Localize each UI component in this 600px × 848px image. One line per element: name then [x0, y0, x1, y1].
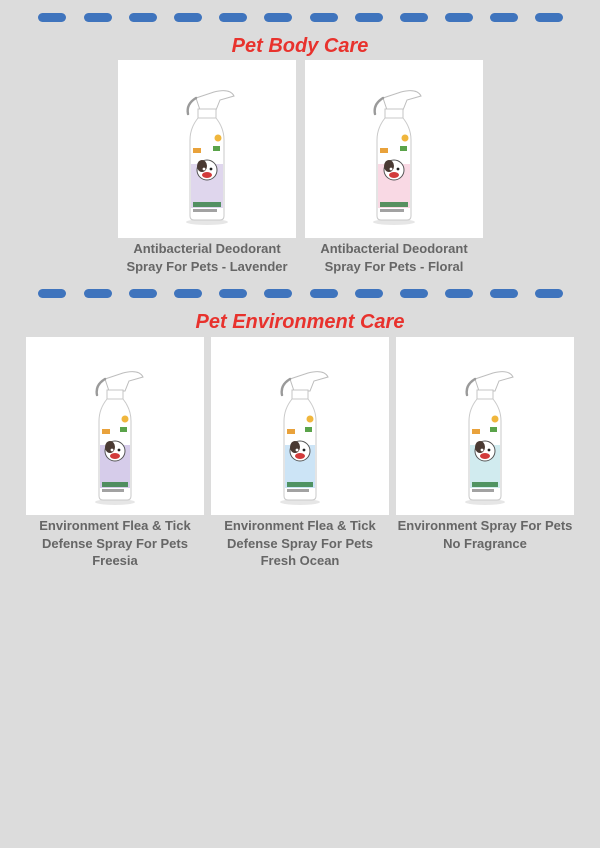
divider-dash: [84, 13, 112, 22]
divider-dash: [445, 13, 473, 22]
dashed-divider-top: [0, 13, 600, 23]
spray-bottle-illustration: [26, 337, 204, 515]
spray-bottle-illustration: [305, 60, 483, 238]
divider-dash: [490, 289, 518, 298]
divider-dash: [129, 13, 157, 22]
spray-bottle-illustration: [396, 337, 574, 515]
divider-dash: [219, 289, 247, 298]
divider-dash: [174, 13, 202, 22]
divider-dash: [264, 13, 292, 22]
divider-dash: [355, 289, 383, 298]
product-photo[interactable]: [118, 60, 296, 238]
caption-line: Defense Spray For Pets: [42, 535, 188, 551]
section-title-environment-care: Pet Environment Care: [195, 311, 405, 333]
product-photo[interactable]: [26, 337, 204, 515]
divider-dash: [38, 13, 66, 22]
caption-line: Environment Flea & Tick: [39, 518, 191, 533]
product-caption[interactable]: [98, 240, 316, 275]
caption-line: No Fragrance: [443, 535, 527, 551]
product-caption[interactable]: [376, 517, 594, 552]
caption-line: Defense Spray For Pets: [227, 535, 373, 551]
caption-line: Environment Spray For Pets: [397, 518, 573, 533]
caption-line: Fresh Ocean: [260, 553, 340, 568]
product-caption[interactable]: [285, 240, 503, 275]
caption-line: Freesia: [92, 553, 138, 568]
divider-dash: [310, 13, 338, 22]
divider-dash: [129, 289, 157, 298]
divider-dash: [535, 13, 563, 22]
caption-line: Antibacterial Deodorant: [320, 241, 468, 256]
product-photo[interactable]: [211, 337, 389, 515]
divider-dash: [174, 289, 202, 298]
divider-dash: [84, 289, 112, 298]
spray-bottle-illustration: [118, 60, 296, 238]
product-photo[interactable]: [305, 60, 483, 238]
divider-dash: [38, 289, 66, 298]
divider-dash: [355, 13, 383, 22]
divider-dash: [219, 13, 247, 22]
product-photo[interactable]: [396, 337, 574, 515]
divider-dash: [400, 13, 428, 22]
spray-bottle-illustration: [211, 337, 389, 515]
divider-dash: [264, 289, 292, 298]
caption-line: Spray For Pets - Lavender: [126, 258, 288, 274]
divider-dash: [490, 13, 518, 22]
section-title-body-care: Pet Body Care: [231, 35, 369, 57]
divider-dash: [535, 289, 563, 298]
divider-dash: [400, 289, 428, 298]
caption-line: Spray For Pets - Floral: [324, 258, 464, 274]
dashed-divider-middle: [0, 289, 600, 299]
caption-line: Antibacterial Deodorant: [133, 241, 281, 256]
divider-dash: [445, 289, 473, 298]
divider-dash: [310, 289, 338, 298]
caption-line: Environment Flea & Tick: [224, 518, 376, 533]
